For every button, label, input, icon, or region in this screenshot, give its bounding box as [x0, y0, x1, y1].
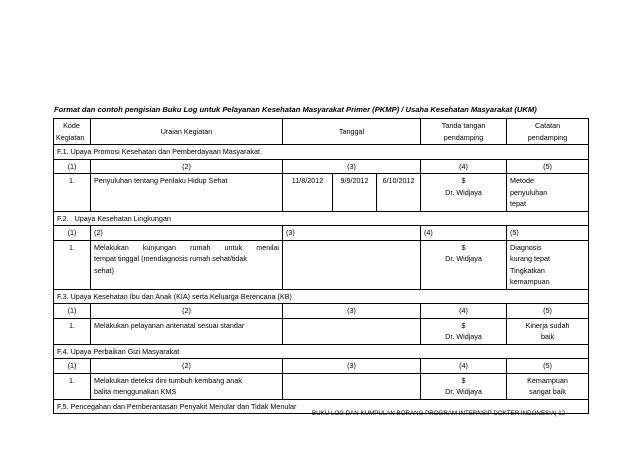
section-row	[54, 145, 589, 160]
note-line: sangat baik	[529, 387, 566, 396]
section-row	[54, 211, 589, 226]
col-number: (1)	[54, 159, 91, 174]
signature-mark: $	[461, 375, 466, 385]
header-tanggal-label: Tanggal	[338, 126, 365, 136]
note-line: Kinerja sudah	[525, 320, 570, 330]
note-line: Diagnosis	[510, 242, 542, 252]
header-tanda-line1: Tanda tangan	[441, 121, 486, 130]
col-number: (3)	[283, 159, 421, 174]
row-date-empty	[283, 318, 421, 344]
table-row	[54, 240, 589, 289]
row-uraian: Penyuluhan tentang Perilaku Hidup Sehat	[91, 174, 283, 212]
row-uraian: Melakukan pelayanan antenatal sesuai standar	[91, 318, 283, 344]
row-date: 11/8/2012	[283, 174, 333, 212]
table-row	[54, 373, 589, 399]
table-header-row	[54, 119, 589, 145]
section-title: F.1. Upaya Promosi Kesehatan dan Pemberdayaan Masyarakat	[54, 145, 589, 160]
col-number: (5)	[507, 359, 589, 374]
row-signature	[421, 240, 507, 289]
col-number: (3)	[283, 304, 421, 319]
signer-name: Dr. Widjaya	[445, 254, 482, 263]
note-line: Tingkatkan	[510, 265, 545, 275]
row-signature	[421, 318, 507, 344]
signature-mark: $	[461, 176, 466, 185]
signature-mark: $	[461, 320, 466, 330]
row-date: 9/9/2012	[333, 174, 377, 212]
note-line: Kemampuan	[527, 375, 568, 385]
col-number: (1)	[54, 304, 91, 319]
row-date-empty	[283, 373, 421, 399]
col-number: (5)	[507, 304, 589, 319]
header-kode	[54, 119, 91, 145]
section-title: F.4. Upaya Perbaikan Gizi Masyarakat	[54, 344, 589, 359]
number-row	[54, 304, 589, 319]
col-number: (5)	[507, 159, 589, 174]
row-no: 1.	[54, 373, 91, 399]
col-number: (2)	[91, 304, 283, 319]
col-number: (4)	[421, 226, 507, 241]
row-no: 1.	[54, 240, 91, 289]
col-number: (4)	[421, 304, 507, 319]
note-line: kurang tepat	[510, 254, 550, 263]
uraian-line: balita menggunakan KMS	[94, 387, 177, 396]
row-date: 6/10/2012	[377, 174, 421, 212]
col-number: (2)	[91, 226, 283, 241]
number-row	[54, 226, 589, 241]
header-catatan	[507, 119, 589, 145]
col-number: (1)	[54, 226, 91, 241]
row-catatan	[507, 373, 589, 399]
number-row	[54, 159, 589, 174]
col-number: (2)	[91, 359, 283, 374]
table-row	[54, 318, 589, 344]
signer-name: Dr. Widjaya	[445, 187, 482, 197]
page-footer: BUKU LOG DAN KUMPULAN BORANG PROGRAM INTERNSIP DOKTER INDONESIA| 12	[312, 410, 566, 417]
note-line: baik	[540, 332, 555, 341]
page-title: Format dan contoh pengisian Buku Log untuk Pelayanan Kesehatan Masyarakat Primer (PKMP) / Usaha Kesehatan Masyarakat (UKM)	[54, 105, 537, 114]
header-tanggal	[283, 119, 421, 145]
note-line: penyuluhan	[510, 187, 548, 197]
header-uraian	[91, 119, 283, 145]
header-tanda-tangan	[421, 119, 507, 145]
signature-mark: $	[461, 242, 466, 252]
row-signature	[421, 174, 507, 212]
col-number: (4)	[421, 159, 507, 174]
note-line: Metode	[510, 176, 535, 185]
header-catatan-line1: Catatan	[534, 121, 561, 130]
header-kode-line1: Kode	[63, 121, 80, 130]
row-no: 1.	[54, 318, 91, 344]
section-title: F.3. Upaya Kesehatan Ibu dan Anak (KIA) serta Keluarga Berencana (KB)	[54, 289, 589, 304]
section-title: F.2. Upaya Kesehatan Lingkungan	[54, 211, 589, 226]
col-number: (5)	[507, 226, 589, 241]
col-number: (3)	[283, 359, 421, 374]
section-row	[54, 289, 589, 304]
col-number: (3)	[283, 226, 421, 241]
signer-name: Dr. Widjaya	[445, 332, 482, 341]
signer-name: Dr. Widjaya	[445, 387, 482, 396]
row-uraian	[91, 373, 283, 399]
log-table	[53, 118, 589, 414]
uraian-line: tempat tinggal (mendiagnosis rumah sehat/tidak	[94, 254, 248, 263]
header-uraian-label: Uraian Kegiatan	[160, 126, 213, 136]
note-line: kemampuan	[510, 277, 550, 286]
note-line: tepat	[510, 199, 527, 208]
number-row	[54, 359, 589, 374]
row-catatan	[507, 240, 589, 289]
table-row	[54, 174, 589, 212]
row-date-empty	[283, 240, 421, 289]
uraian-line: sehat)	[94, 265, 114, 275]
header-catatan-line2: pendamping	[527, 132, 568, 142]
row-catatan	[507, 318, 589, 344]
header-kode-line2: Kegiatan	[56, 132, 85, 142]
section-row	[54, 344, 589, 359]
row-signature	[421, 373, 507, 399]
header-tanda-line2: pendamping	[443, 132, 484, 142]
uraian-line: Melakukan kunjungan rumah untuk menilai	[94, 242, 279, 252]
col-number: (1)	[54, 359, 91, 374]
uraian-line: Melakukan deteksi dini tumbuh kembang anak	[94, 375, 242, 385]
col-number: (4)	[421, 359, 507, 374]
row-uraian	[91, 240, 283, 289]
row-no: 1.	[54, 174, 91, 212]
col-number: (2)	[91, 159, 283, 174]
section-title: F.5. Pencegahan dan Pemberantasan Penyakit Menular dan Tidak Menular	[54, 399, 589, 414]
row-catatan	[507, 174, 589, 212]
